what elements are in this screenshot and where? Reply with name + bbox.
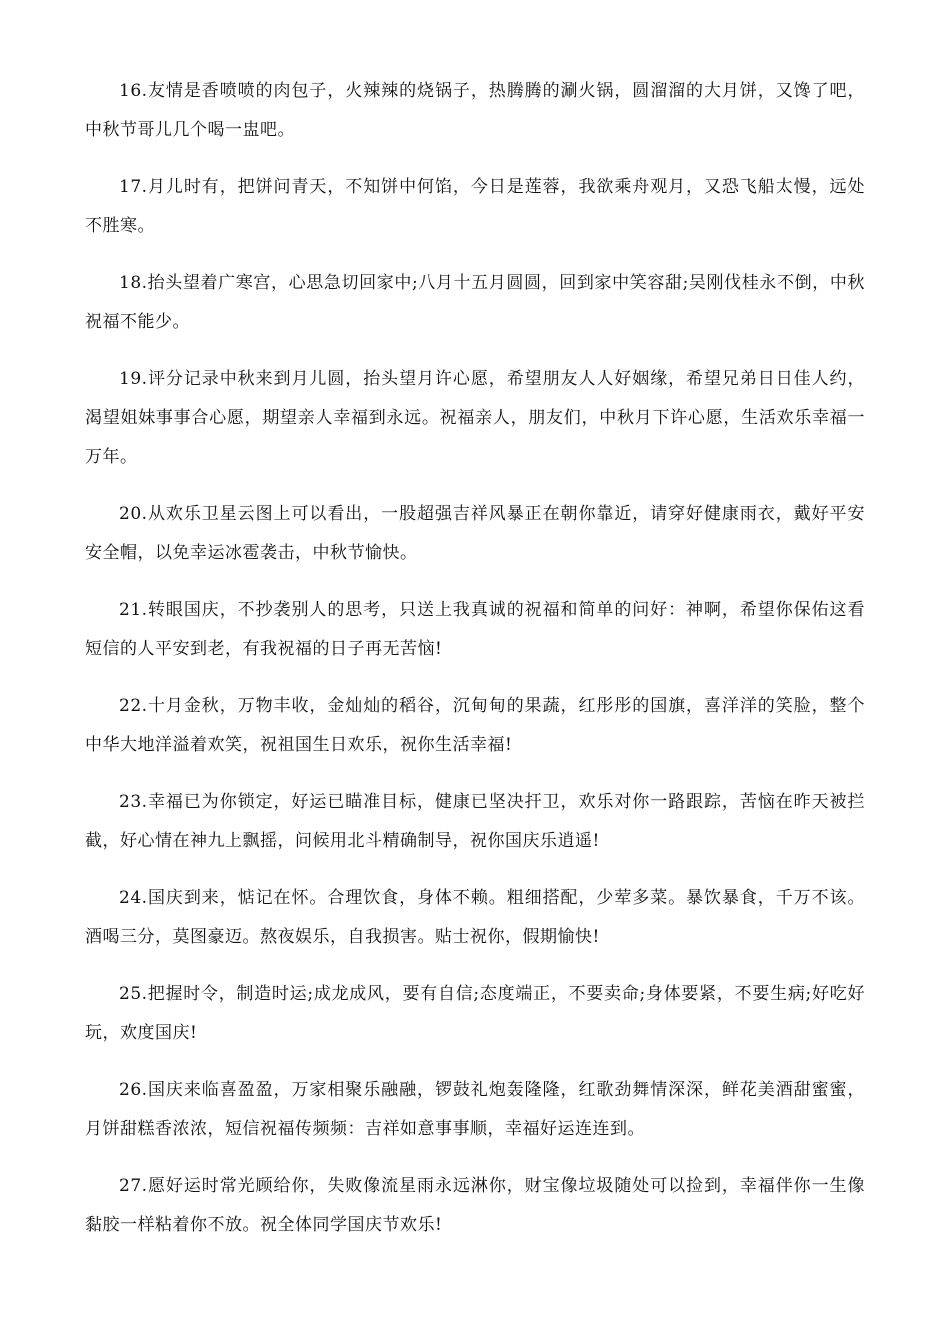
paragraph-21: 21.转眼国庆，不抄袭别人的思考，只送上我真诚的祝福和简单的问好：神啊，希望你保佑这看短信的人平安到老，有我祝福的日子再无苦恼! bbox=[85, 600, 865, 659]
paragraph-22: 22.十月金秋，万物丰收，金灿灿的稻谷，沉甸甸的果蔬，红彤彤的国旗，喜洋洋的笑脸，整个中华大地洋溢着欢笑，祝祖国生日欢乐，祝你生活幸福! bbox=[85, 696, 865, 755]
paragraph-18: 18.抬头望着广寒宫，心思急切回家中;八月十五月圆圆，回到家中笑容甜;吴刚伐桂永不倒，中秋祝福不能少。 bbox=[85, 273, 865, 332]
paragraph-17: 17.月儿时有，把饼问青天，不知饼中何馅，今日是莲蓉，我欲乘舟观月，又恐飞船太慢，远处不胜寒。 bbox=[85, 177, 865, 236]
paragraph-27: 27.愿好运时常光顾给你，失败像流星雨永远淋你，财宝像垃圾随处可以捡到，幸福伴你一生像黏胶一样粘着你不放。祝全体同学国庆节欢乐! bbox=[85, 1176, 865, 1235]
paragraph-19: 19.评分记录中秋来到月儿圆，抬头望月许心愿，希望朋友人人好姻缘，希望兄弟日日佳人约，渴望姐妹事事合心愿，期望亲人幸福到永远。祝福亲人，朋友们，中秋月下许心愿，生活欢乐幸福一万年。 bbox=[85, 369, 865, 467]
paragraph-20: 20.从欢乐卫星云图上可以看出，一股超强吉祥风暴正在朝你靠近，请穿好健康雨衣，戴好平安安全帽，以免幸运冰雹袭击，中秋节愉快。 bbox=[85, 504, 865, 563]
paragraph-25: 25.把握时令，制造时运;成龙成风，要有自信;态度端正，不要卖命;身体要紧，不要生病;好吃好玩，欢度国庆! bbox=[85, 984, 865, 1043]
paragraph-16: 16.友情是香喷喷的肉包子，火辣辣的烧锅子，热腾腾的涮火锅，圆溜溜的大月饼，又馋了吧，中秋节哥儿几个喝一盅吧。 bbox=[85, 81, 865, 140]
paragraph-24: 24.国庆到来，惦记在怀。合理饮食，身体不赖。粗细搭配，少荤多菜。暴饮暴食，千万不该。酒喝三分，莫图豪迈。熬夜娱乐，自我损害。贴士祝你，假期愉快! bbox=[85, 888, 865, 947]
document-page bbox=[85, 72, 865, 1263]
paragraph-23: 23.幸福已为你锁定，好运已瞄准目标，健康已坚决扞卫，欢乐对你一路跟踪，苦恼在昨天被拦截，好心情在神九上飘摇，问候用北斗精确制导，祝你国庆乐逍遥! bbox=[85, 792, 865, 851]
paragraph-26: 26.国庆来临喜盈盈，万家相聚乐融融，锣鼓礼炮轰隆隆，红歌劲舞情深深，鲜花美酒甜蜜蜜，月饼甜糕香浓浓，短信祝福传频频：吉祥如意事事顺，幸福好运连连到。 bbox=[85, 1080, 865, 1139]
